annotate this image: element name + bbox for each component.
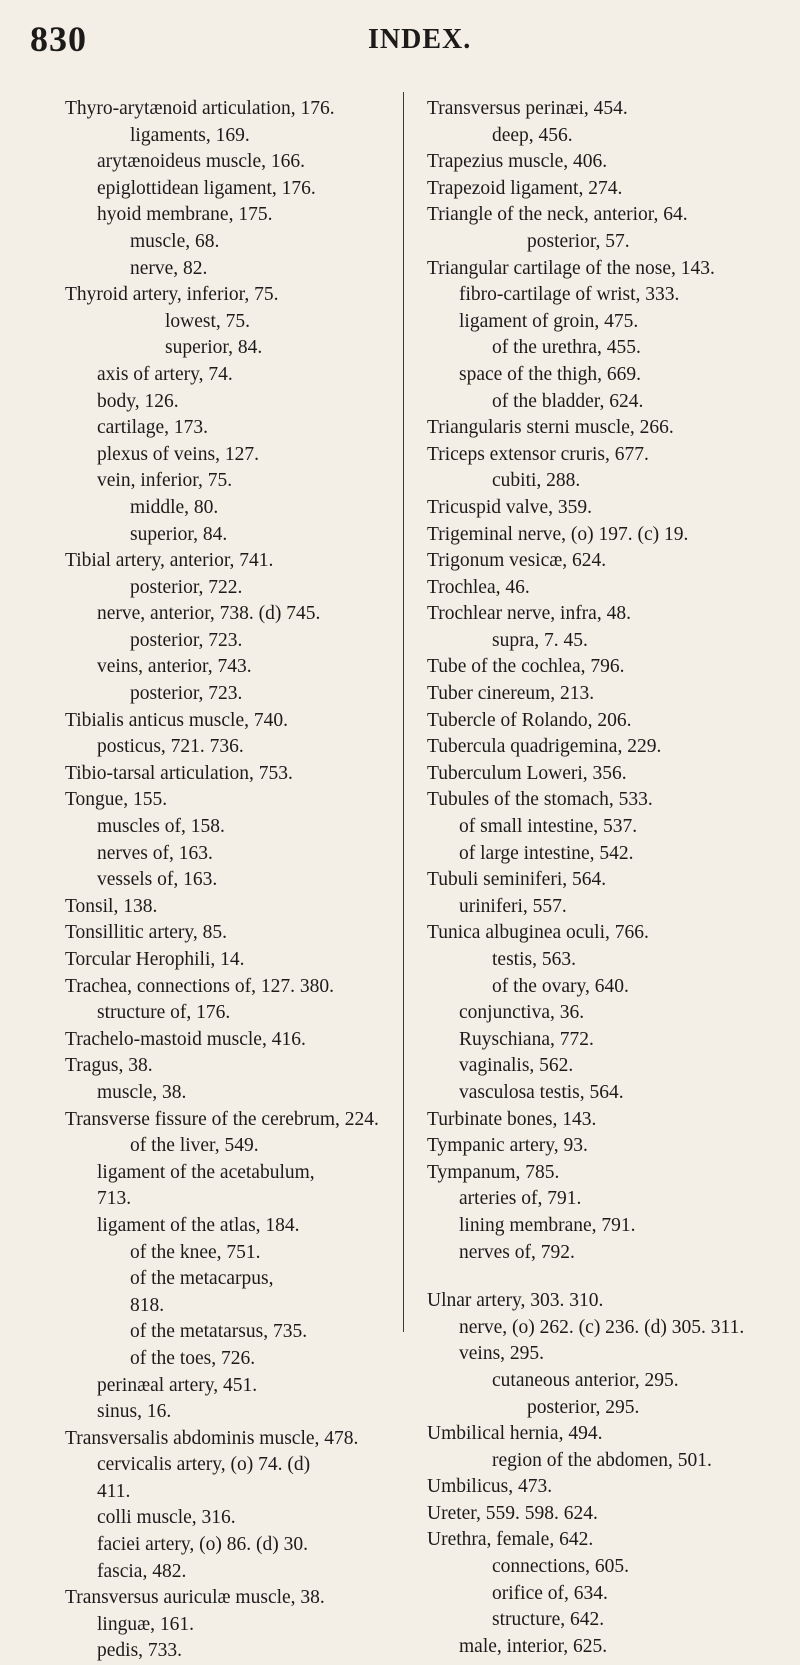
index-subentry: cubiti, 288.	[492, 470, 581, 492]
index-subentry: muscle, 68.	[130, 230, 220, 252]
section-gap	[427, 1266, 787, 1288]
index-subentry: cartilage, 173.	[97, 417, 208, 439]
index-entry: Transversus auriculæ muscle, 38.	[65, 1587, 325, 1609]
index-entry: Turbinate bones, 143.	[427, 1108, 597, 1130]
index-subentry: ligament of the atlas, 184.	[97, 1214, 300, 1236]
index-subentry: linguæ, 161.	[97, 1613, 194, 1635]
index-subentry: faciei artery, (o) 86. (d) 30.	[97, 1534, 308, 1556]
index-entry: Triceps extensor cruris, 677.	[427, 443, 649, 465]
index-entry: Trochlea, 46.	[427, 576, 530, 598]
index-entry: Trachelo-mastoid muscle, 416.	[65, 1028, 306, 1050]
index-entry: Trachea, connections of, 127. 380.	[65, 975, 334, 997]
index-entry: Tongue, 155.	[65, 789, 168, 811]
index-subentry: posterior, 722.	[130, 576, 243, 598]
index-entry: Triangle of the neck, anterior, 64.	[427, 204, 688, 226]
index-entry: Thyroid artery, inferior, 75.	[65, 284, 279, 306]
index-entry: Trochlear nerve, infra, 48.	[427, 603, 631, 625]
index-subentry: testis, 563.	[492, 949, 576, 970]
page-header	[30, 18, 770, 68]
index-subentry: pedis, 733.	[97, 1640, 183, 1662]
index-subentry: Ruyschiana, 772.	[459, 1028, 594, 1050]
index-subentry: posterior, 723.	[130, 683, 243, 705]
index-subentry: of the metacarpus,	[130, 1268, 274, 1290]
running-title: INDEX.	[368, 24, 472, 55]
index-entry: Trigonum vesicæ, 624.	[427, 550, 607, 572]
index-subentry: uriniferi, 557.	[459, 895, 567, 917]
index-entry: Transversus perinæi, 454.	[427, 98, 628, 119]
index-subentry: male, interior, 625.	[459, 1635, 608, 1657]
index-subentry: posticus, 721. 736.	[97, 736, 244, 758]
index-entry: Torcular Herophili, 14.	[65, 949, 245, 970]
index-subentry: ligaments, 169.	[130, 124, 250, 146]
index-entry: Ulnar artery, 303. 310.	[427, 1290, 604, 1312]
index-subentry: colli muscle, 316.	[97, 1507, 236, 1529]
index-subentry: lining membrane, 791.	[459, 1214, 636, 1236]
index-entry: Tibialis anticus muscle, 740.	[65, 709, 288, 731]
index-subentry: middle, 80.	[130, 496, 219, 518]
index-subentry: of large intestine, 542.	[459, 842, 634, 864]
index-subentry: nerve, 82.	[130, 257, 208, 279]
index-subentry: veins, 295.	[459, 1343, 545, 1365]
index-subentry: cutaneous anterior, 295.	[492, 1369, 679, 1391]
index-subentry: of the ovary, 640.	[492, 975, 629, 997]
index-subentry: ligament of the acetabulum,	[97, 1161, 315, 1183]
index-entry: Tubules of the stomach, 533.	[427, 789, 653, 811]
page-number: 830	[30, 19, 87, 59]
index-entry: Ureter, 559. 598. 624.	[427, 1502, 598, 1524]
index-subentry: epiglottidean ligament, 176.	[97, 177, 316, 199]
index-entry: Triangular cartilage of the nose, 143.	[427, 257, 715, 279]
index-subentry: cervicalis artery, (o) 74. (d)	[97, 1454, 311, 1476]
index-entry: Transverse fissure of the cerebrum, 224.	[65, 1108, 379, 1130]
index-subentry: orifice of, 634.	[492, 1582, 608, 1604]
index-subentry: fibro-cartilage of wrist, 333.	[459, 284, 680, 306]
index-subentry: vein, inferior, 75.	[97, 470, 233, 492]
index-subentry: nerves of, 792.	[459, 1241, 575, 1263]
index-subentry: 411.	[97, 1480, 131, 1502]
index-entry: Tuberculum Loweri, 356.	[427, 762, 627, 784]
index-subentry: nerves of, 163.	[97, 842, 213, 864]
index-entry: Tibio-tarsal articulation, 753.	[65, 762, 293, 784]
index-subentry: nerve, anterior, 738. (d) 745.	[97, 603, 321, 625]
index-subentry: 818.	[130, 1294, 165, 1316]
index-entry: Tragus, 38.	[65, 1055, 153, 1077]
index-subentry: arteries of, 791.	[459, 1188, 582, 1210]
index-subentry: posterior, 295.	[527, 1396, 640, 1418]
index-subentry: deep, 456.	[492, 124, 573, 146]
index-subentry: structure of, 176.	[97, 1002, 231, 1024]
index-subentry: posterior, 723.	[130, 629, 243, 651]
index-subentry: nerve, (o) 262. (c) 236. (d) 305. 311.	[459, 1316, 745, 1338]
index-subentry: connections, 605.	[492, 1556, 630, 1578]
index-subentry: posterior, 57.	[527, 230, 630, 252]
index-entry: Trigeminal nerve, (o) 197. (c) 19.	[427, 523, 689, 545]
index-entry: Tympanic artery, 93.	[427, 1135, 588, 1157]
index-subentry: of the liver, 549.	[130, 1135, 259, 1157]
index-entry: Thyro-arytænoid articulation, 176.	[65, 98, 335, 119]
column-divider	[403, 92, 404, 1332]
index-subentry: of the bladder, 624.	[492, 390, 644, 412]
index-subentry: vasculosa testis, 564.	[459, 1081, 624, 1103]
index-subentry: vaginalis, 562.	[459, 1055, 574, 1077]
index-subentry: superior, 84.	[165, 337, 263, 359]
index-entry: Tubercula quadrigemina, 229.	[427, 736, 662, 758]
index-entry: Tuber cinereum, 213.	[427, 683, 595, 705]
index-column-right	[427, 96, 787, 1660]
index-entry: Tympanum, 785.	[427, 1161, 560, 1183]
index-entry: Tunica albuginea oculi, 766.	[427, 922, 649, 944]
index-subentry: lowest, 75.	[165, 310, 251, 332]
index-subentry: of the metatarsus, 735.	[130, 1321, 308, 1343]
index-entry: Urethra, female, 642.	[427, 1529, 594, 1551]
index-entry: Trapezoid ligament, 274.	[427, 177, 623, 199]
index-entry: Transversalis abdominis muscle, 478.	[65, 1427, 359, 1449]
index-subentry: vessels of, 163.	[97, 869, 218, 891]
index-subentry: space of the thigh, 669.	[459, 363, 641, 385]
index-entry: Umbilicus, 473.	[427, 1476, 553, 1498]
index-entry: Triangularis sterni muscle, 266.	[427, 417, 674, 439]
index-subentry: plexus of veins, 127.	[97, 443, 259, 465]
index-subentry: hyoid membrane, 175.	[97, 204, 273, 226]
index-subentry: axis of artery, 74.	[97, 363, 233, 385]
index-subentry: sinus, 16.	[97, 1401, 172, 1423]
index-subentry: ligament of groin, 475.	[459, 310, 639, 332]
index-entry: Tubuli seminiferi, 564.	[427, 869, 607, 891]
index-subentry: muscle, 38.	[97, 1081, 187, 1103]
index-entry: Umbilical hernia, 494.	[427, 1423, 603, 1445]
index-entry: Tricuspid valve, 359.	[427, 496, 593, 518]
index-subentry: body, 126.	[97, 390, 179, 412]
index-entry: Tonsillitic artery, 85.	[65, 922, 227, 944]
index-subentry: structure, 642.	[492, 1609, 605, 1631]
index-entry: Tubercle of Rolando, 206.	[427, 709, 632, 731]
index-subentry: of the urethra, 455.	[492, 337, 641, 359]
index-subentry: perinæal artery, 451.	[97, 1374, 258, 1396]
index-entry: Tibial artery, anterior, 741.	[65, 550, 274, 572]
index-subentry: veins, anterior, 743.	[97, 656, 252, 678]
index-subentry: of the toes, 726.	[130, 1347, 256, 1369]
index-subentry: of the knee, 751.	[130, 1241, 261, 1263]
index-subentry: superior, 84.	[130, 523, 228, 545]
index-subentry: fascia, 482.	[97, 1560, 187, 1582]
index-subentry: muscles of, 158.	[97, 816, 225, 838]
index-entry: Tonsil, 138.	[65, 895, 158, 917]
index-subentry: 713.	[97, 1188, 132, 1210]
index-subentry: region of the abdomen, 501.	[492, 1449, 712, 1471]
index-column-left	[65, 96, 395, 1665]
index-subentry: of small intestine, 537.	[459, 816, 638, 838]
index-subentry: arytænoideus muscle, 166.	[97, 151, 305, 173]
index-entry: Tube of the cochlea, 796.	[427, 656, 625, 678]
index-subentry: conjunctiva, 36.	[459, 1002, 585, 1024]
index-entry: Trapezius muscle, 406.	[427, 151, 608, 173]
index-subentry: supra, 7. 45.	[492, 629, 588, 651]
